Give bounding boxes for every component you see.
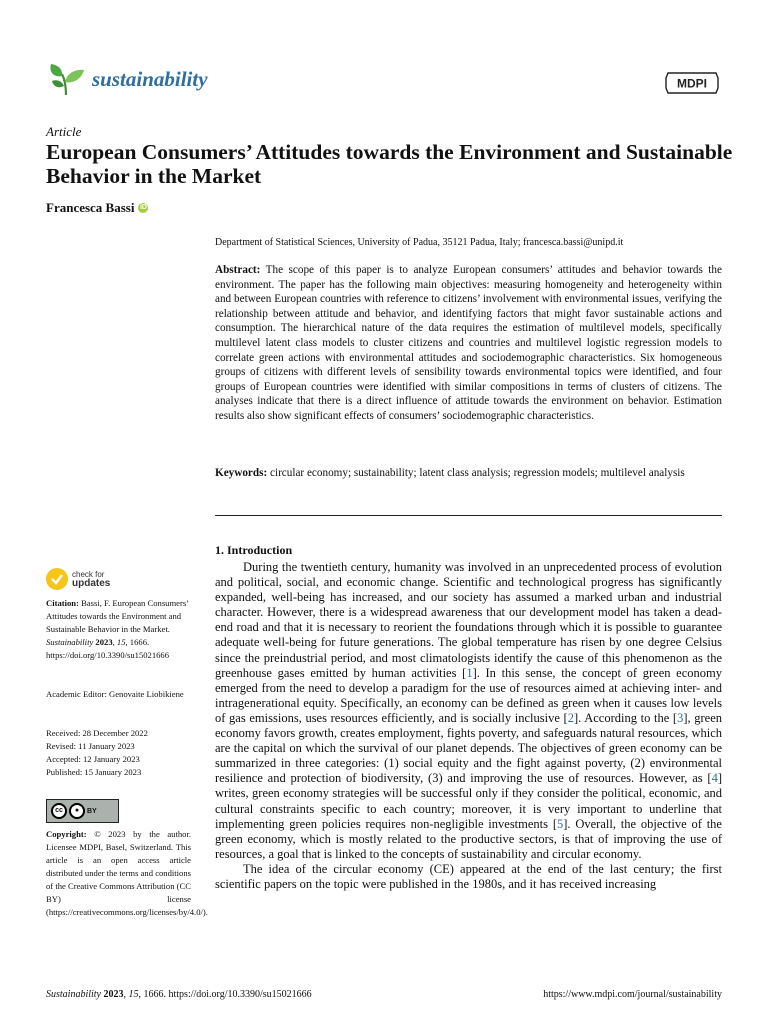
mdpi-logo[interactable] xyxy=(665,72,719,94)
article-type: Article xyxy=(46,124,82,139)
check-bottom: updates xyxy=(72,578,111,589)
article-title: European Consumers’ Attitudes towards the Environment and Sustainable Behavior in the Market xyxy=(46,140,733,188)
check-top: check for xyxy=(72,570,105,579)
footer-doi[interactable]: , 1666. https://doi.org/10.3390/su15021666 xyxy=(138,989,312,1000)
abstract-label: Abstract: xyxy=(215,264,261,276)
section-heading: 1. Introduction xyxy=(215,543,293,557)
abstract xyxy=(215,263,722,424)
copyright-block xyxy=(46,828,208,919)
citation-link-1[interactable]: 1 xyxy=(466,665,473,680)
check-for-updates[interactable] xyxy=(46,568,110,590)
section-divider xyxy=(215,515,722,516)
cc-by-label: BY xyxy=(87,807,97,815)
citation-link-5[interactable]: 5 xyxy=(557,816,564,831)
citation-doi[interactable]: , 1666. https://doi.org/10.3390/su15021666 xyxy=(46,637,170,660)
keywords-label: Keywords: xyxy=(215,467,268,479)
citation-link-4[interactable]: 4 xyxy=(711,771,718,786)
affiliation: Department of Statistical Sciences, University of Padua, 35121 Padua, Italy; francesca.bassi@unipd.it xyxy=(215,237,624,248)
keywords xyxy=(215,466,722,481)
intro-paragraph-2: The idea of the circular economy (CE) appeared at the end of the last century; the first scientific papers on the topic were published in the 1980s, and it has received increasing xyxy=(215,861,722,891)
journal-logo xyxy=(48,62,208,96)
date-published: Published: 15 January 2023 xyxy=(46,767,142,777)
date-received: Received: 28 December 2022 xyxy=(46,728,148,738)
author-name[interactable]: Francesca Bassi xyxy=(46,200,135,215)
cc-icon: cc xyxy=(51,803,67,819)
citation-link-3[interactable]: 3 xyxy=(677,710,684,725)
leaf-icon xyxy=(48,62,86,96)
cc-by-badge[interactable] xyxy=(46,799,119,823)
citation-block: Citation: Bassi, F. European Consumers’ Attitudes towards the Environment and Sustainable Behavior in the Market. Sustainability 2023, 15, 1666. https://doi.org/10.3390/su15021666 xyxy=(46,598,189,660)
checkmark-icon xyxy=(46,568,68,590)
intro-paragraph-1: During the twentieth century, humanity was involved in an unprecedented process of evolution and political, social, and economic change. Scientific and technological progress has significantly expanded, well-being has increased, and our society has assumed a marked urban and industrial character. However, there is a widespread awareness that our development model has taken a dead-end road and that it is necessary to reorient the foundations through which it is possible to guarantee adequate well-being for future generations. The global temperature has risen by one degree Celsius since the preindustrial period, and most climatologists identify the cause of this phenomenon as the greenhouse gases emitted by human activities [1]. In this sense, the concept of green economy emerged from the need to develop a paradigm for the use of resources aimed at achieving inter- and intragenerational equity. Specifically, an economy can be defined as green when it causes low levels of gas emissions, uses resources efficiently, and is socially inclusive [2]. According to the [3], green economy favors growth, creates employment, fights poverty, and safeguards natural resources, which are the capital on which the survival of our planet depends. The objectives of green economy can be summarized in three categories: (1) social equity and the fight against poverty, (2) environmental resilience and protection of biodiversity, (3) and improving the use of resources. However, as [4] writes, green economy strategies will be successful only if they consider the political, economic, and cultural constraints specific to each country; moreover, it is very important to underline that implementing green policies requires non-negligible investments [5]. Overall, the objective of the green economy, which is mostly related to the productive sectors, is that of improving the use of resources, a goal that is linked to the concepts of sustainability and circular economy. xyxy=(215,560,723,861)
date-revised: Revised: 11 January 2023 xyxy=(46,741,135,751)
copyright-label: Copyright: xyxy=(46,829,87,839)
author-line xyxy=(46,200,148,216)
orcid-icon[interactable]: iD xyxy=(139,204,147,211)
citation-link-2[interactable]: 2 xyxy=(567,710,574,725)
journal-name[interactable]: sustainability xyxy=(92,66,208,91)
mdpi-label: MDPI xyxy=(677,76,707,91)
person-icon: ● xyxy=(69,803,85,819)
copyright-text: © 2023 by the author. Licensee MDPI, Basel, Switzerland. This article is an open access article distributed under the terms and conditions of the Creative Commons Attribution (CC BY) license (https://creativecommons.org/licenses/by/4.0/). xyxy=(46,829,208,917)
dates-block xyxy=(46,727,191,779)
intro-body xyxy=(215,560,722,892)
abstract-text: The scope of this paper is to analyze European consumers’ attitudes and behavior towards the environment. The paper has the following main objectives: measuring homogeneity and heterogeneity within and between European countries with reference to citizens’ involvement with environmental issues, verifying the relationship between attitude and behavior, and identifying factors that might favor sustainable actions and consumption. The hierarchical nature of the data requires the estimation of multilevel models, specifically multilevel latent class models to cluster citizens and countries and multilevel logistic regression models to correlate green actions with environmental attitudes and sociodemographic characteristics. Six homogeneous groups of citizens with different levels of sensibility towards environmental topics were identified, and four groups of European countries were identified with similar compositions in terms of clusters of citizens. The analyses indicate that there is a direct influence of attitude towards the environment on behavior. Estimation results also show significant effects of consumers’ sociodemographic characteristics. xyxy=(215,264,722,422)
academic-editor: Academic Editor: Genovaite Liobikiene xyxy=(46,689,184,699)
date-accepted: Accepted: 12 January 2023 xyxy=(46,754,140,764)
citation-label: Citation: xyxy=(46,598,79,608)
footer-journal-url[interactable]: https://www.mdpi.com/journal/sustainability xyxy=(543,989,722,1000)
footer-citation: Sustainability 2023, 15, 1666. https://doi.org/10.3390/su15021666 xyxy=(46,989,312,1000)
keywords-text: circular economy; sustainability; latent class analysis; regression models; multilevel analysis xyxy=(270,467,685,479)
